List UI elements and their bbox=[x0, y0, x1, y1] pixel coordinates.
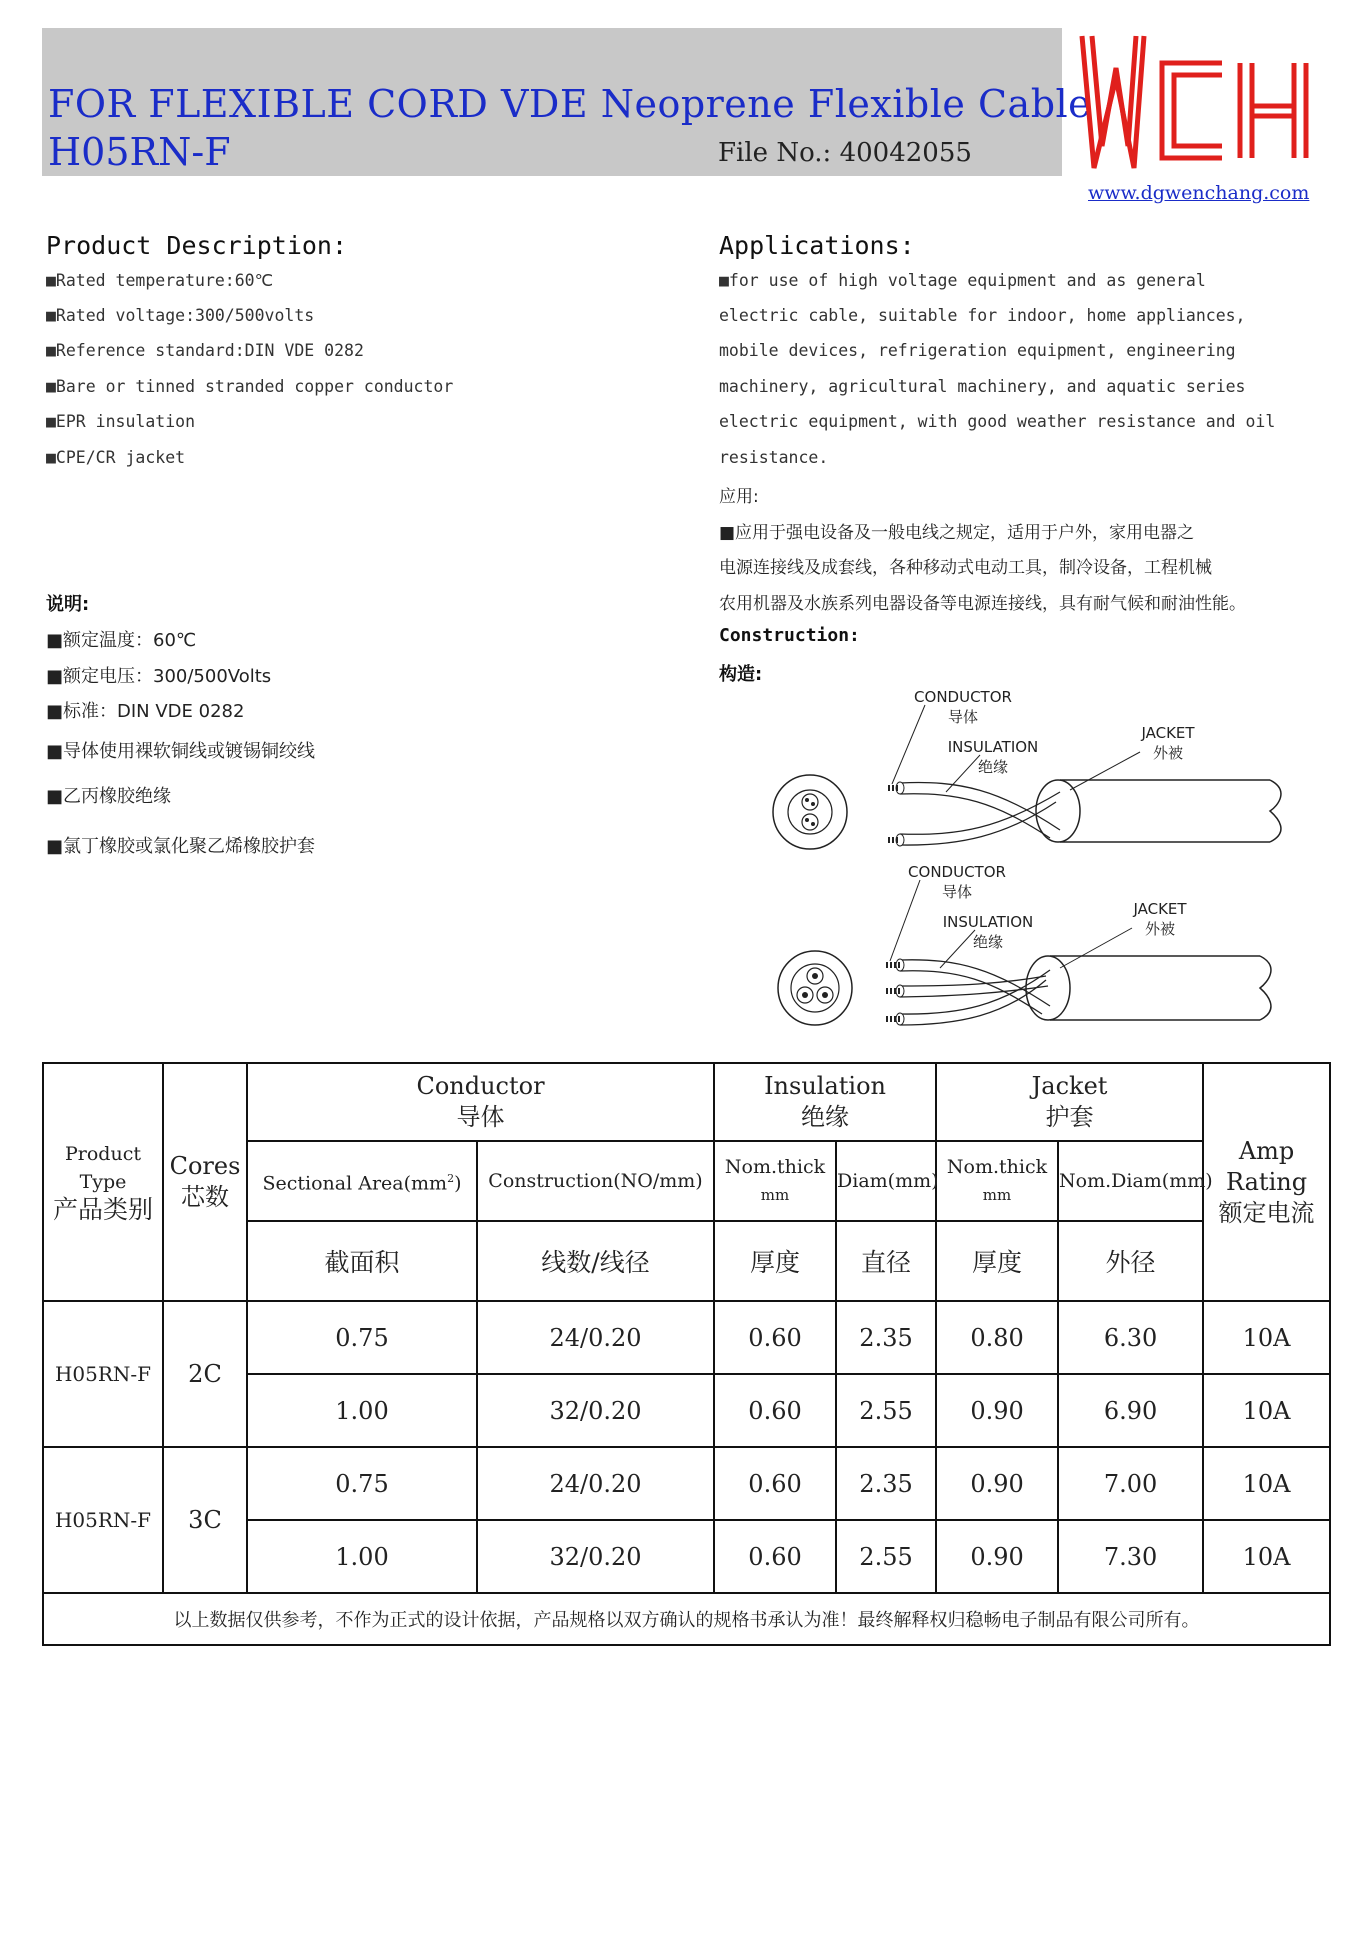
file-label: File No.: bbox=[718, 138, 832, 168]
header-conductor: Conductor 导体 bbox=[247, 1063, 714, 1141]
header-insulation-diam: Diam(mm) bbox=[836, 1141, 936, 1221]
table-row bbox=[43, 1301, 1330, 1374]
header-cn-jk-thick: 厚度 bbox=[936, 1221, 1058, 1301]
description-cn-item: ■导体使用裸软铜线或镀锡铜绞线 bbox=[46, 741, 316, 762]
header-cn-ins-thick: 厚度 bbox=[714, 1221, 836, 1301]
cell-area: 1.00 bbox=[247, 1520, 477, 1593]
header-cn-jk-diam: 外径 bbox=[1058, 1221, 1203, 1301]
header-construction: Construction(NO/mm) bbox=[477, 1141, 714, 1221]
cell-ins-thick: 0.60 bbox=[714, 1301, 836, 1374]
cell-ins-thick: 0.60 bbox=[714, 1447, 836, 1520]
page-title: FOR FLEXIBLE CORD VDE Neoprene Flexible Cable bbox=[48, 82, 1092, 126]
cell-amp: 10A bbox=[1203, 1374, 1330, 1447]
header-sectional-area: Sectional $Area(mm^2)$ bbox=[247, 1141, 477, 1221]
applications-heading: Applications: bbox=[719, 231, 915, 260]
header-cn-construction: 线数/线径 bbox=[477, 1221, 714, 1301]
table-row bbox=[43, 1447, 1330, 1520]
diagram-2c-jacket-label: JACKET bbox=[1141, 724, 1195, 742]
diagram-2c-conductor-cn-label: 导体 bbox=[947, 708, 979, 726]
description-item: ■Rated temperature:60℃ bbox=[46, 271, 274, 290]
header-amp-rating: Amp Rating 额定电流 bbox=[1203, 1063, 1330, 1301]
product-code-title: H05RN-F bbox=[48, 130, 231, 174]
construction-cn-heading: 构造: bbox=[719, 664, 763, 685]
file-number bbox=[718, 138, 972, 168]
cell-jk-thick: 0.90 bbox=[936, 1520, 1058, 1593]
applications-line: resistance. bbox=[719, 448, 829, 467]
description-cn-item: ■额定电压：300/500Volts bbox=[46, 666, 272, 687]
diagram-2c-insulation-label: INSULATION bbox=[947, 738, 1039, 756]
applications-line: ■for use of high voltage equipment and as general bbox=[719, 271, 1206, 290]
header-insulation: Insulation 绝缘 bbox=[714, 1063, 936, 1141]
description-cn-item: ■乙丙橡胶绝缘 bbox=[46, 786, 172, 807]
cell-jk-diam: 6.30 bbox=[1058, 1301, 1203, 1374]
header-jacket-diam: Nom.Diam(mm) bbox=[1058, 1141, 1203, 1221]
spec-table bbox=[42, 1062, 1329, 1646]
applications-line: machinery, agricultural machinery, and aquatic series bbox=[719, 377, 1246, 396]
diagram-2c-jacket-cn-label: 外被 bbox=[1152, 744, 1184, 762]
cable-construction-diagram bbox=[760, 680, 1300, 1040]
description-cn-item: ■标准：DIN VDE 0282 bbox=[46, 701, 245, 722]
diagram-3c-jacket-cn-label: 外被 bbox=[1144, 920, 1176, 938]
description-cn-item: ■额定温度：60℃ bbox=[46, 630, 197, 651]
two-core-cross-section bbox=[773, 775, 847, 849]
cell-amp: 10A bbox=[1203, 1301, 1330, 1374]
diagram-3c-insulation-label: INSULATION bbox=[942, 913, 1034, 931]
description-item: ■EPR insulation bbox=[46, 412, 196, 431]
description-cn-item: ■氯丁橡胶或氯化聚乙烯橡胶护套 bbox=[46, 836, 316, 857]
cell-jk-thick: 0.90 bbox=[936, 1374, 1058, 1447]
description-item: ■Reference standard:DIN VDE 0282 bbox=[46, 341, 364, 360]
applications-cn-line: 电源连接线及成套线，各种移动式电动工具，制冷设备，工程机械 bbox=[719, 558, 1212, 578]
applications-line: electric cable, suitable for indoor, home appliances, bbox=[719, 306, 1246, 325]
applications-cn-heading: 应用: bbox=[719, 487, 759, 507]
description-item: ■CPE/CR jacket bbox=[46, 448, 186, 467]
cell-ins-thick: 0.60 bbox=[714, 1520, 836, 1593]
applications-line: electric equipment, with good weather resistance and oil bbox=[719, 412, 1276, 431]
header-cores: Cores 芯数 bbox=[163, 1063, 247, 1301]
cell-construction: 24/0.20 bbox=[477, 1301, 714, 1374]
row-cores: 3C bbox=[163, 1447, 247, 1593]
cell-ins-diam: 2.35 bbox=[836, 1301, 936, 1374]
row-product-type: H05RN-F bbox=[43, 1447, 163, 1593]
description-cn-heading: 说明: bbox=[46, 594, 90, 615]
cell-jk-thick: 0.90 bbox=[936, 1447, 1058, 1520]
three-core-cable-drawing bbox=[778, 863, 1271, 1025]
header-jacket-thick: Nom.thick mm bbox=[936, 1141, 1058, 1221]
diagram-3c-conductor-cn-label: 导体 bbox=[941, 883, 973, 901]
file-number-value: 40042055 bbox=[839, 138, 972, 168]
cell-amp: 10A bbox=[1203, 1520, 1330, 1593]
cell-jk-diam: 7.30 bbox=[1058, 1520, 1203, 1593]
cell-ins-thick: 0.60 bbox=[714, 1374, 836, 1447]
header-insulation-thick: Nom.thick mm bbox=[714, 1141, 836, 1221]
diagram-2c-conductor-label: CONDUCTOR bbox=[914, 688, 1012, 706]
applications-line: mobile devices, refrigeration equipment, engineering bbox=[719, 341, 1236, 360]
diagram-2c-insulation-cn-label: 绝缘 bbox=[977, 758, 1009, 776]
construction-heading: Construction: bbox=[719, 625, 860, 646]
cell-jk-diam: 7.00 bbox=[1058, 1447, 1203, 1520]
applications-cn-line: ■应用于强电设备及一般电线之规定，适用于户外，家用电器之 bbox=[719, 523, 1195, 543]
cell-area: 0.75 bbox=[247, 1447, 477, 1520]
product-description-heading: Product Description: bbox=[46, 231, 348, 260]
diagram-3c-conductor-label: CONDUCTOR bbox=[908, 863, 1006, 881]
wch-logo bbox=[1072, 28, 1312, 178]
applications-cn-line: 农用机器及水族系列电器设备等电源连接线，具有耐气候和耐油性能。 bbox=[719, 594, 1246, 614]
cell-construction: 24/0.20 bbox=[477, 1447, 714, 1520]
cell-area: 1.00 bbox=[247, 1374, 477, 1447]
header-cn-area: 截面积 bbox=[247, 1221, 477, 1301]
cell-jk-thick: 0.80 bbox=[936, 1301, 1058, 1374]
header-jacket: Jacket 护套 bbox=[936, 1063, 1203, 1141]
diagram-3c-jacket-label: JACKET bbox=[1133, 900, 1187, 918]
cell-ins-diam: 2.35 bbox=[836, 1447, 936, 1520]
three-core-cross-section bbox=[778, 951, 852, 1025]
cell-jk-diam: 6.90 bbox=[1058, 1374, 1203, 1447]
cell-amp: 10A bbox=[1203, 1447, 1330, 1520]
cell-area: 0.75 bbox=[247, 1301, 477, 1374]
header-cn-ins-diam: 直径 bbox=[836, 1221, 936, 1301]
description-item: ■Rated voltage:300/500volts bbox=[46, 306, 315, 325]
cell-construction: 32/0.20 bbox=[477, 1374, 714, 1447]
diagram-3c-insulation-cn-label: 绝缘 bbox=[972, 933, 1004, 951]
cell-ins-diam: 2.55 bbox=[836, 1374, 936, 1447]
row-product-type: H05RN-F bbox=[43, 1301, 163, 1447]
row-cores: 2C bbox=[163, 1301, 247, 1447]
two-core-cable-drawing bbox=[773, 688, 1281, 849]
cell-ins-diam: 2.55 bbox=[836, 1520, 936, 1593]
table-footnote: 以上数据仅供参考，不作为正式的设计依据，产品规格以双方确认的规格书承认为准！最终解释权归稳畅电子制品有限公司所有。 bbox=[43, 1593, 1330, 1645]
header-product-type: Product Type 产品类别 bbox=[43, 1063, 163, 1301]
description-item: ■Bare or tinned stranded copper conductor bbox=[46, 377, 454, 396]
cell-construction: 32/0.20 bbox=[477, 1520, 714, 1593]
website-link[interactable]: www.dgwenchang.com bbox=[1088, 182, 1310, 204]
